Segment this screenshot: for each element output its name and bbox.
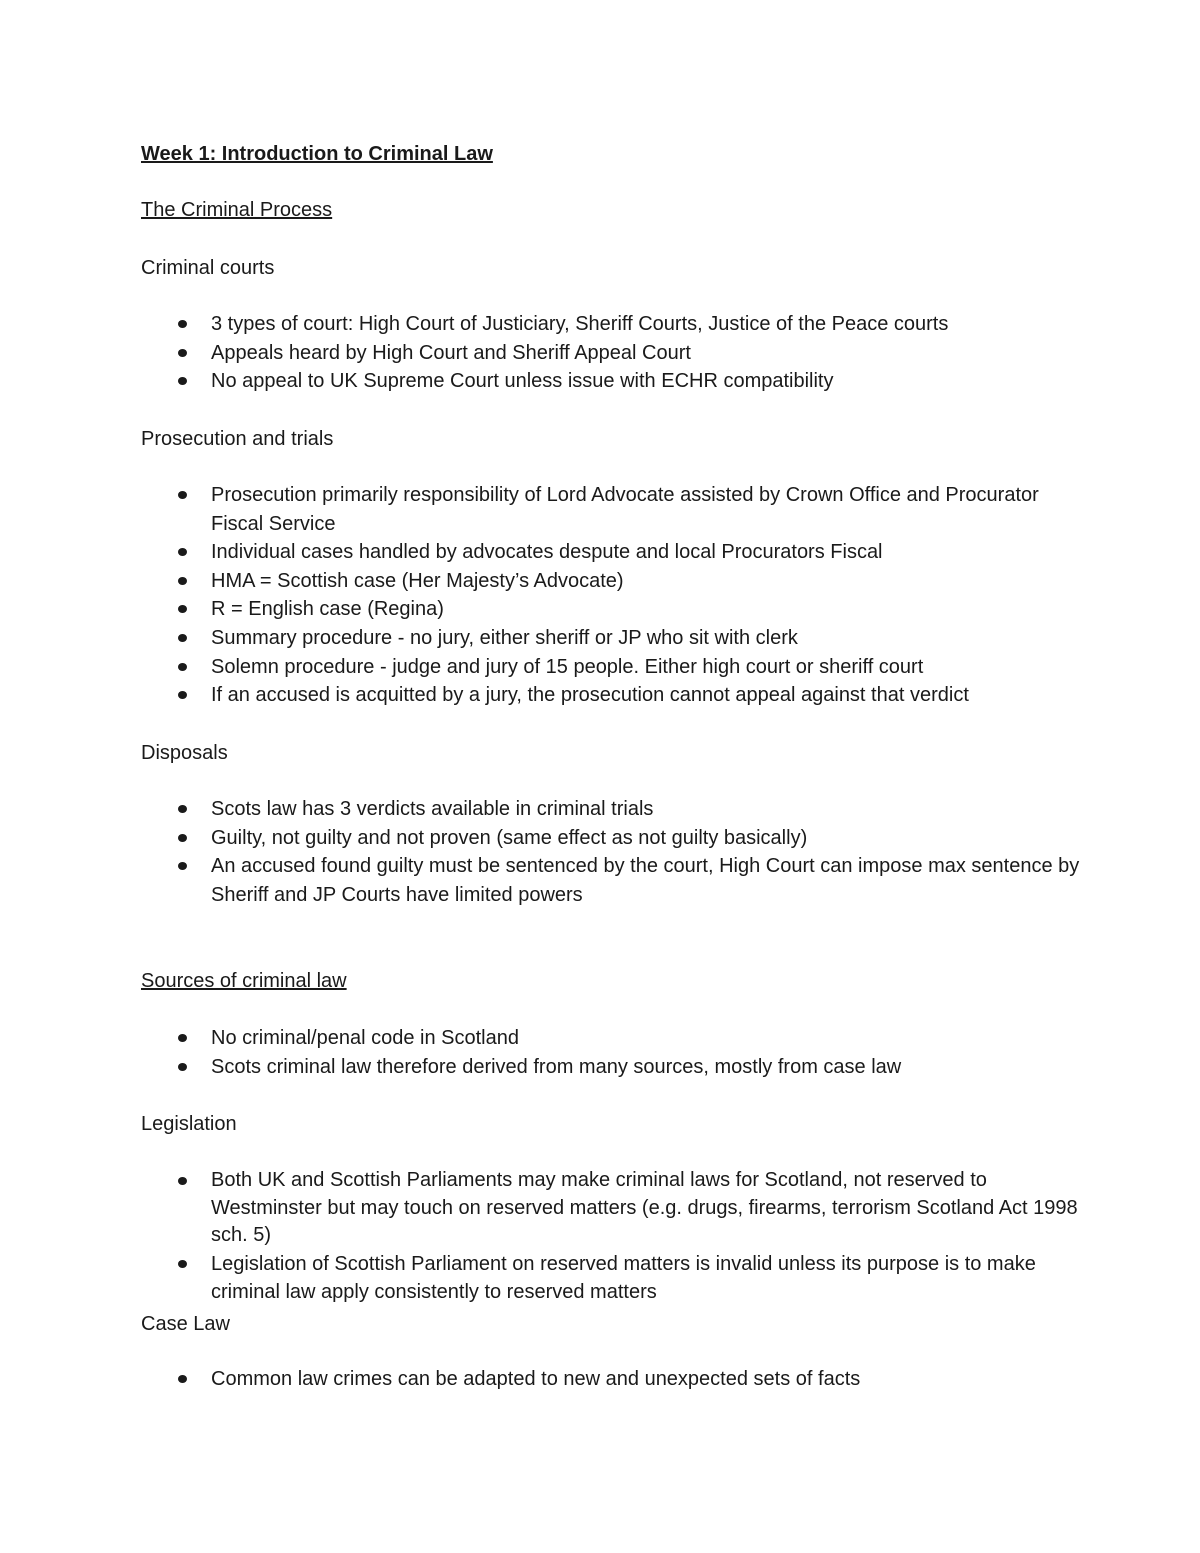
section-heading-sources: Sources of criminal law	[141, 970, 347, 992]
list-item	[141, 339, 1081, 368]
list-item	[141, 1250, 1081, 1307]
bullet-icon	[178, 1177, 187, 1185]
list-item-text: Common law crimes can be adapted to new and unexpected sets of facts	[211, 1368, 861, 1390]
list-item-text: Scots law has 3 verdicts available in criminal trials	[211, 798, 654, 820]
list-item-text: No appeal to UK Supreme Court unless issue with ECHR compatibility	[211, 370, 834, 393]
list-item	[141, 567, 1081, 596]
criminal-courts-list	[141, 310, 1081, 396]
list-item-text: Individual cases handled by advocates despute and local Procurators Fiscal	[211, 541, 883, 564]
list-item	[141, 653, 1081, 682]
list-item	[141, 538, 1081, 567]
bullet-icon	[178, 605, 187, 613]
bullet-icon	[178, 1034, 187, 1042]
bullet-icon	[178, 577, 187, 585]
bullet-icon	[178, 349, 187, 357]
subheading-case-law: Case Law	[141, 1313, 230, 1335]
bullet-icon	[178, 320, 187, 328]
list-item-text: Appeals heard by High Court and Sheriff Appeal Court	[211, 341, 691, 364]
list-item-text: Prosecution primarily responsibility of Lord Advocate assisted by Crown Office and Procurator Fiscal Service	[211, 484, 1039, 535]
list-item-text: Solemn procedure - judge and jury of 15 people. Either high court or sheriff court	[211, 655, 924, 678]
bullet-icon	[178, 377, 187, 385]
list-item	[141, 595, 1081, 624]
list-item-text: R = English case (Regina)	[211, 598, 444, 621]
list-item-text: 3 types of court: High Court of Justiciary, Sheriff Courts, Justice of the Peace courts	[211, 313, 949, 335]
bullet-icon	[178, 491, 187, 499]
disposals-list	[141, 795, 1081, 909]
list-item	[141, 481, 1081, 538]
list-item-text: HMA = Scottish case (Her Majesty’s Advocate)	[211, 569, 624, 592]
bullet-icon	[178, 548, 187, 556]
case-law-list	[141, 1365, 1081, 1394]
list-item	[141, 795, 1081, 824]
list-item	[141, 681, 1081, 710]
list-item	[141, 1167, 1081, 1250]
list-item-text: If an accused is acquitted by a jury, the prosecution cannot appeal against that verdict	[211, 684, 969, 707]
list-item-text: An accused found guilty must be sentenced by the court, High Court can impose max sentence by Sheriff and JP Courts have limited powers	[211, 855, 1080, 906]
sources-list	[141, 1024, 1081, 1081]
bullet-icon	[178, 1375, 187, 1383]
list-item-text: Guilty, not guilty and not proven (same effect as not guilty basically)	[211, 826, 808, 849]
list-item	[141, 310, 1081, 339]
list-item-text: Both UK and Scottish Parliaments may make criminal laws for Scotland, not reserved to Westminster but may touch on reserved matters (e.g. drugs, firearms, terrorism Scotland Act 1998 sch. 5)	[211, 1169, 1078, 1246]
bullet-icon	[178, 634, 187, 642]
bullet-icon	[178, 1260, 187, 1268]
list-item-text: Legislation of Scottish Parliament on reserved matters is invalid unless its purpose is to make criminal law apply consistently to reserved matters	[211, 1252, 1036, 1304]
list-item	[141, 1365, 1081, 1394]
subheading-disposals: Disposals	[141, 742, 228, 764]
list-item	[141, 367, 1081, 396]
subheading-prosecution-trials: Prosecution and trials	[141, 428, 334, 450]
page-title: Week 1: Introduction to Criminal Law	[141, 143, 493, 165]
list-item	[141, 624, 1081, 653]
list-item-text: No criminal/penal code in Scotland	[211, 1027, 519, 1049]
bullet-icon	[178, 805, 187, 813]
list-item	[141, 852, 1081, 909]
list-item-text: Summary procedure - no jury, either sheriff or JP who sit with clerk	[211, 626, 798, 649]
bullet-icon	[178, 1063, 187, 1071]
legislation-list	[141, 1167, 1081, 1307]
subheading-criminal-courts: Criminal courts	[141, 257, 275, 279]
bullet-icon	[178, 834, 187, 842]
bullet-icon	[178, 862, 187, 870]
bullet-icon	[178, 691, 187, 699]
bullet-icon	[178, 663, 187, 671]
subheading-legislation: Legislation	[141, 1113, 237, 1135]
list-item	[141, 824, 1081, 853]
list-item	[141, 1053, 1081, 1082]
section-heading-criminal-process: The Criminal Process	[141, 199, 333, 221]
prosecution-trials-list	[141, 481, 1081, 710]
list-item-text: Scots criminal law therefore derived from many sources, mostly from case law	[211, 1055, 902, 1078]
list-item	[141, 1024, 1081, 1053]
